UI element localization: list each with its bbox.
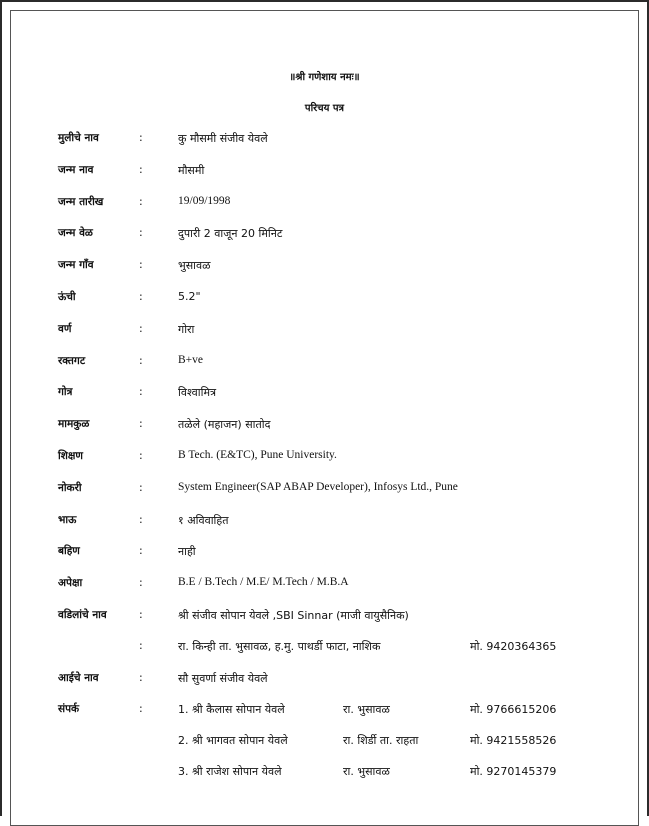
mother-name-value: सौ सुवर्णा संजीव येवले: [178, 672, 268, 685]
contact-row-1: [2, 702, 647, 720]
row-colon: :: [139, 290, 143, 303]
row-colon: :: [139, 480, 143, 494]
contact-name: 1. श्री कैलास सोपान येवले: [178, 703, 285, 716]
detail-label: शिक्षण: [58, 450, 83, 462]
detail-value: विश्वामित्र: [178, 386, 217, 400]
mother-name-label: आईचे नाव: [58, 672, 99, 684]
contact-name: 2. श्री भागवत सोपान येवले: [178, 734, 288, 747]
row-colon: :: [139, 258, 143, 272]
detail-label: जन्म नाव: [58, 163, 94, 176]
detail-value: B+ve: [178, 353, 204, 366]
detail-value: दुपारी 2 वाजून 20 मिनिट: [178, 227, 283, 241]
detail-value: गोरा: [178, 322, 195, 336]
detail-label: वडिलांचे नाव: [58, 609, 107, 621]
detail-label: मुलीचे नाव: [58, 132, 99, 144]
detail-value: B.E / B.Tech / M.E/ M.Tech / M.B.A: [178, 576, 349, 589]
row-colon: :: [139, 671, 143, 684]
contact-mobile: मो. 9766615206: [470, 703, 557, 716]
detail-value: तळेले (महाजन) सातोद: [178, 418, 271, 432]
row-colon: :: [139, 226, 143, 240]
detail-value: B Tech. (E&TC), Pune University.: [178, 449, 337, 461]
detail-value: 5.2": [178, 290, 201, 303]
contact-row-3: [2, 764, 647, 782]
row-colon: :: [139, 449, 143, 462]
document-title: परिचय पत्र: [304, 103, 345, 114]
detail-label: नोकरी: [58, 481, 82, 494]
detail-label: भाऊ: [58, 513, 77, 526]
detail-row: [2, 322, 647, 340]
detail-row: [2, 258, 647, 276]
detail-row: [2, 290, 647, 308]
father-address-row: [2, 639, 647, 657]
contact-name: 3. श्री राजेश सोपान येवले: [178, 765, 282, 778]
row-colon: :: [139, 639, 143, 652]
detail-label: ऊंची: [58, 291, 76, 303]
row-colon: :: [139, 544, 143, 558]
detail-row: [2, 481, 647, 499]
father-address: रा. किन्ही ता. भुसावळ, ह.मु. पाथर्डी फाटा, नाशिक: [178, 640, 381, 653]
detail-value: १ अविवाहित: [178, 513, 229, 527]
contact-place: रा. भुसावळ: [343, 703, 390, 716]
detail-row: [2, 354, 647, 372]
contact-place: रा. भुसावळ: [343, 765, 390, 778]
row-colon: :: [139, 417, 143, 431]
detail-row: [2, 608, 647, 626]
row-colon: :: [139, 131, 143, 144]
contact-mobile: मो. 9421558526: [470, 734, 557, 747]
detail-label: जन्म वेळ: [58, 227, 93, 240]
detail-row: [2, 417, 647, 435]
row-colon: :: [139, 512, 143, 526]
detail-row: [2, 163, 647, 181]
row-colon: :: [139, 385, 143, 399]
detail-value: मौसमी: [178, 163, 205, 177]
detail-row: [2, 449, 647, 467]
detail-label: जन्म तारीख: [58, 195, 104, 208]
detail-row: [2, 131, 647, 149]
detail-value: System Engineer(SAP ABAP Developer), Infosys Ltd., Pune: [178, 480, 458, 493]
detail-value: कु मौसमी संजीव येवले: [178, 132, 268, 145]
detail-label: वर्ण: [58, 322, 72, 335]
row-colon: :: [139, 702, 143, 715]
detail-row: [2, 513, 647, 531]
detail-row: [2, 385, 647, 403]
contact-place: रा. शिर्डी ता. राहता: [343, 734, 419, 747]
detail-label: रक्तगट: [58, 354, 86, 367]
detail-label: बहिण: [58, 545, 80, 558]
row-colon: :: [139, 353, 143, 367]
detail-value: श्री संजीव सोपान येवले ,SBI Sinnar (माजी वायुसैनिक): [178, 609, 409, 622]
detail-row: [2, 226, 647, 244]
row-colon: :: [139, 608, 143, 621]
row-colon: :: [139, 321, 143, 335]
row-colon: :: [139, 576, 143, 590]
detail-label: गोत्र: [58, 386, 73, 399]
detail-label: अपेक्षा: [58, 577, 83, 590]
contacts-label: संपर्क: [58, 703, 80, 715]
detail-value: भुसावळ: [178, 259, 211, 273]
row-colon: :: [139, 162, 143, 176]
contact-mobile: मो. 9270145379: [470, 765, 557, 778]
invocation-heading: ॥श्री गणेशाय नमः॥: [289, 72, 360, 83]
detail-row: [2, 576, 647, 594]
detail-label: मामकुळ: [58, 418, 90, 431]
row-colon: :: [139, 194, 143, 208]
detail-row: [2, 195, 647, 213]
detail-label: जन्म गाँव: [58, 259, 94, 272]
mother-name-row: [2, 671, 647, 689]
detail-value: नाही: [178, 545, 196, 559]
detail-row: [2, 544, 647, 562]
father-mobile: मो. 9420364365: [470, 640, 557, 653]
detail-value: 19/09/1998: [178, 194, 231, 207]
contact-row-2: [2, 733, 647, 751]
